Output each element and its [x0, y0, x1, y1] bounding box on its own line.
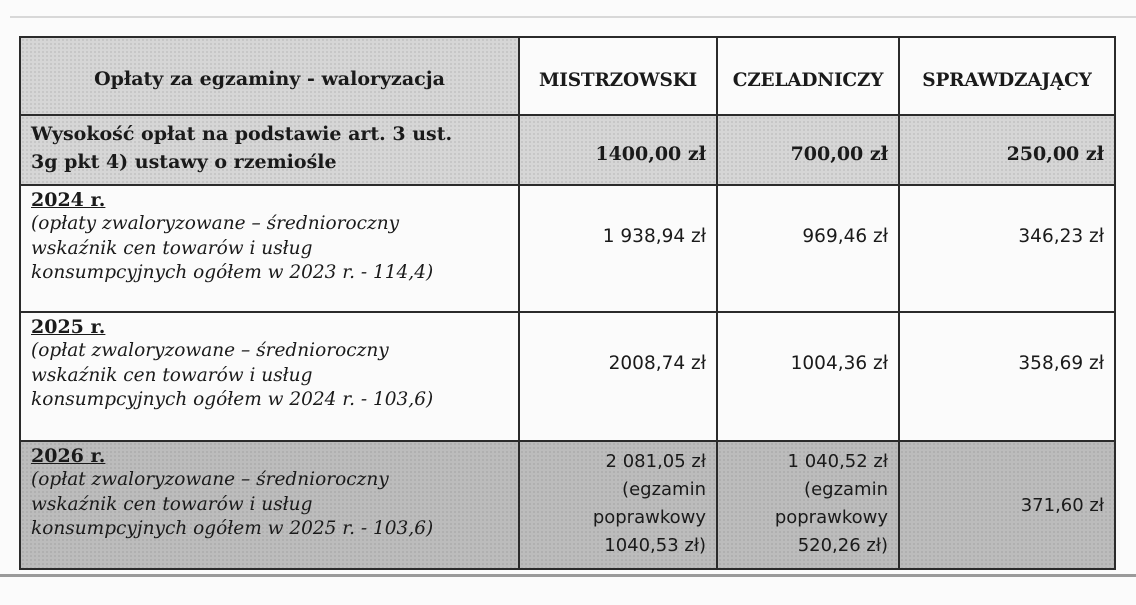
- desc-line-3: konsumpcyjnych ogółem w 2024 r. - 103,6): [31, 389, 434, 410]
- fee-2026-mistrzowski-amount: 2 081,05 zł: [605, 451, 706, 472]
- base-fee-czeladniczy: 700,00 zł: [717, 115, 899, 185]
- desc-line-1: (opłaty zwaloryzowane – średnioroczny: [31, 213, 400, 234]
- fee-2026-sprawdzajacy: 371,60 zł: [899, 441, 1115, 569]
- fee-2025-sprawdzajacy: 358,69 zł: [899, 312, 1115, 441]
- table-row-2026: [20, 441, 1115, 569]
- fee-2025-mistrzowski: 2008,74 zł: [519, 312, 717, 441]
- fee-2024-sprawdzajacy: 346,23 zł: [899, 185, 1115, 312]
- year-2025: 2025 r.: [31, 316, 106, 338]
- header-row: [20, 37, 1115, 115]
- desc-line-2: wskaźnik cen towarów i usług: [31, 493, 313, 515]
- table-row-2025: [20, 312, 1115, 441]
- fee-2026-czeladniczy-amount: 1 040,52 zł: [787, 451, 888, 472]
- fee-2026-mistrzowski-note-1: (egzamin: [622, 479, 706, 500]
- fee-2024-czeladniczy: 969,46 zł: [717, 185, 899, 312]
- desc-line-3: konsumpcyjnych ogółem w 2025 r. - 103,6): [31, 518, 434, 539]
- desc-line-3: konsumpcyjnych ogółem w 2023 r. - 114,4): [31, 262, 434, 283]
- base-fee-label-line1: Wysokość opłat na podstawie art. 3 ust.: [31, 123, 453, 145]
- base-fee-sprawdzajacy: 250,00 zł: [899, 115, 1115, 185]
- table-title: Opłaty za egzaminy - waloryzacja: [20, 37, 519, 115]
- scan-edge-bottom: [0, 574, 1136, 577]
- fee-2024-mistrzowski: 1 938,94 zł: [519, 185, 717, 312]
- desc-line-2: wskaźnik cen towarów i usług: [31, 364, 313, 386]
- fees-table: [19, 36, 1116, 570]
- desc-line-2: wskaźnik cen towarów i usług: [31, 237, 313, 259]
- row-label-2024: [20, 185, 519, 312]
- column-header-sprawdzajacy: SPRAWDZAJĄCY: [899, 37, 1115, 115]
- base-fee-mistrzowski: 1400,00 zł: [519, 115, 717, 185]
- fee-2026-czeladniczy-note-2: poprawkowy: [774, 507, 888, 528]
- fee-2026-czeladniczy: [717, 441, 899, 569]
- base-fee-label: [20, 115, 519, 185]
- fee-2025-czeladniczy: 1004,36 zł: [717, 312, 899, 441]
- fee-2026-mistrzowski-note-2: poprawkowy: [592, 507, 706, 528]
- year-2024: 2024 r.: [31, 189, 106, 211]
- base-fee-label-line2: 3g pkt 4) ustawy o rzemiośle: [31, 151, 337, 173]
- row-label-2025: [20, 312, 519, 441]
- scan-edge-top: [10, 16, 1136, 18]
- fee-2026-mistrzowski: [519, 441, 717, 569]
- year-2026: 2026 r.: [31, 445, 106, 467]
- fee-2026-czeladniczy-note-3: 520,26 zł): [797, 535, 888, 556]
- base-fee-row: [20, 115, 1115, 185]
- row-label-2026: [20, 441, 519, 569]
- fee-2026-czeladniczy-note-1: (egzamin: [804, 479, 888, 500]
- fee-2026-mistrzowski-note-3: 1040,53 zł): [604, 535, 706, 556]
- desc-line-1: (opłat zwaloryzowane – średnioroczny: [31, 340, 389, 361]
- table-row-2024: [20, 185, 1115, 312]
- column-header-mistrzowski: MISTRZOWSKI: [519, 37, 717, 115]
- column-header-czeladniczy: CZELADNICZY: [717, 37, 899, 115]
- desc-line-1: (opłat zwaloryzowane – średnioroczny: [31, 469, 389, 490]
